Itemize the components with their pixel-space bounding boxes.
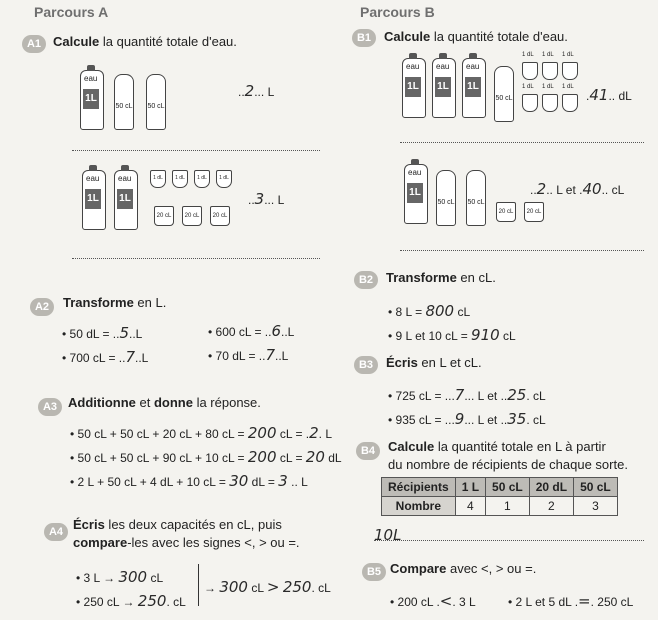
a4-instruction-line1: Écris les deux capacités en cL, puis <box>73 517 282 532</box>
glass-1dl-icon <box>522 62 538 80</box>
b1-row1-answer: .41.. dL <box>586 86 632 104</box>
exercise-badge-b2: B2 <box>354 271 378 289</box>
water-bottle-1l-icon: 1L <box>404 164 428 224</box>
water-bottle-1l-icon: 1L <box>402 58 426 118</box>
a2-item: • 70 dL = ..7..L <box>208 346 289 364</box>
water-bottle-1l-icon: 1L <box>462 58 486 118</box>
cup-20cl-icon: 20 cL <box>524 202 544 222</box>
table-header: Récipients <box>382 478 456 497</box>
a3-item: • 2 L + 50 cL + 4 dL + 10 cL = 30 dL = 3 .. L <box>70 472 308 490</box>
bottle-50cl-icon: 50 cL <box>436 170 456 226</box>
bottle-50cl-icon: 50 cL <box>114 74 134 130</box>
table-header: 1 L <box>455 478 485 497</box>
exercise-badge-b5: B5 <box>362 563 386 581</box>
b1-row2-answer: ..2.. L et .40.. cL <box>530 180 625 198</box>
exercise-badge-a2: A2 <box>30 298 54 316</box>
b1-instruction: Calcule la quantité totale d'eau. <box>384 29 568 44</box>
parcours-a-header: Parcours A <box>34 4 109 20</box>
b4-instruction-line1: Calcule la quantité totale en L à partir <box>388 439 606 454</box>
a3-item: • 50 cL + 50 cL + 20 cL + 80 cL = 200 cL = .2. L <box>70 424 333 442</box>
glass-1dl-icon <box>542 62 558 80</box>
a4-item: • 250 cL → 250. cL <box>76 592 186 610</box>
glass-1dl-icon <box>522 94 538 112</box>
glass-1dl-icon: 1 dL <box>194 170 210 188</box>
a4-comparison: → 300 cL > 250. cL <box>204 578 331 596</box>
a1-instruction: Calcule la quantité totale d'eau. <box>53 34 237 49</box>
cup-20cl-icon: 20 cL <box>154 206 174 226</box>
glass-1dl-icon <box>562 62 578 80</box>
table-header: 20 dL <box>529 478 573 497</box>
glass-1dl-icon <box>542 94 558 112</box>
cup-20cl-icon: 20 cL <box>182 206 202 226</box>
b3-instruction: Écris en L et cL. <box>386 355 482 370</box>
b3-item: • 935 cL = ...9... L et ..35. cL <box>388 410 546 428</box>
table-header: 50 cL <box>486 478 530 497</box>
exercise-badge-a4: A4 <box>44 523 68 541</box>
glass-1dl-icon: 1 dL <box>172 170 188 188</box>
water-bottle-1l-icon: 1L <box>82 170 106 230</box>
b2-item: • 8 L = 800 cL <box>388 302 471 320</box>
exercise-badge-b1: B1 <box>352 29 376 47</box>
parcours-b-header: Parcours B <box>360 4 435 20</box>
exercise-badge-b3: B3 <box>354 356 378 374</box>
a2-item: • 700 cL = ..7..L <box>62 348 149 366</box>
bottle-50cl-icon: 50 cL <box>146 74 166 130</box>
a2-item: • 50 dL = ..5..L <box>62 324 143 342</box>
cup-20cl-icon: 20 cL <box>496 202 516 222</box>
b5-item: • 2 L et 5 dL .=. 250 cL <box>508 592 634 610</box>
b2-item: • 9 L et 10 cL = 910 cL <box>388 326 516 344</box>
water-bottle-1l-icon: 1L <box>432 58 456 118</box>
b3-item: • 725 cL = ...7... L et ..25. cL <box>388 386 546 404</box>
water-bottle-1l-icon: 1L <box>80 70 104 130</box>
a4-instruction-line2: compare-les avec les signes <, > ou =. <box>73 535 300 550</box>
glass-1dl-icon <box>562 94 578 112</box>
a1-row1-answer: ..2... L <box>238 82 275 100</box>
containers-table <box>381 477 618 516</box>
b2-instruction: Transforme en cL. <box>386 270 496 285</box>
a2-item: • 600 cL = ..6..L <box>208 322 295 340</box>
b5-item: • 200 cL .<. 3 L <box>390 592 476 610</box>
a3-item: • 50 cL + 50 cL + 90 cL + 10 cL = 200 cL = 20 dL <box>70 448 342 466</box>
bottle-50cl-icon: 50 cL <box>494 66 514 122</box>
glass-1dl-icon: 1 dL <box>216 170 232 188</box>
b4-answer: 10L <box>374 526 402 544</box>
a1-row2-answer: ..3... L <box>248 190 285 208</box>
water-bottle-1l-icon: 1L <box>114 170 138 230</box>
a3-instruction: Additionne et donne la réponse. <box>68 395 261 410</box>
glass-1dl-icon: 1 dL <box>150 170 166 188</box>
b4-instruction-line2: du nombre de récipients de chaque sorte. <box>388 457 628 472</box>
b5-instruction: Compare avec <, > ou =. <box>390 561 537 576</box>
cup-20cl-icon: 20 cL <box>210 206 230 226</box>
bottle-50cl-icon: 50 cL <box>466 170 486 226</box>
exercise-badge-b4: B4 <box>356 442 380 460</box>
exercise-badge-a3: A3 <box>38 398 62 416</box>
a4-item: • 3 L → 300 cL <box>76 568 164 586</box>
table-row: Nombre 4 1 2 3 <box>382 497 618 516</box>
exercise-badge-a1: A1 <box>22 35 46 53</box>
a2-instruction: Transforme en L. <box>63 295 167 310</box>
table-header: 50 cL <box>574 478 618 497</box>
